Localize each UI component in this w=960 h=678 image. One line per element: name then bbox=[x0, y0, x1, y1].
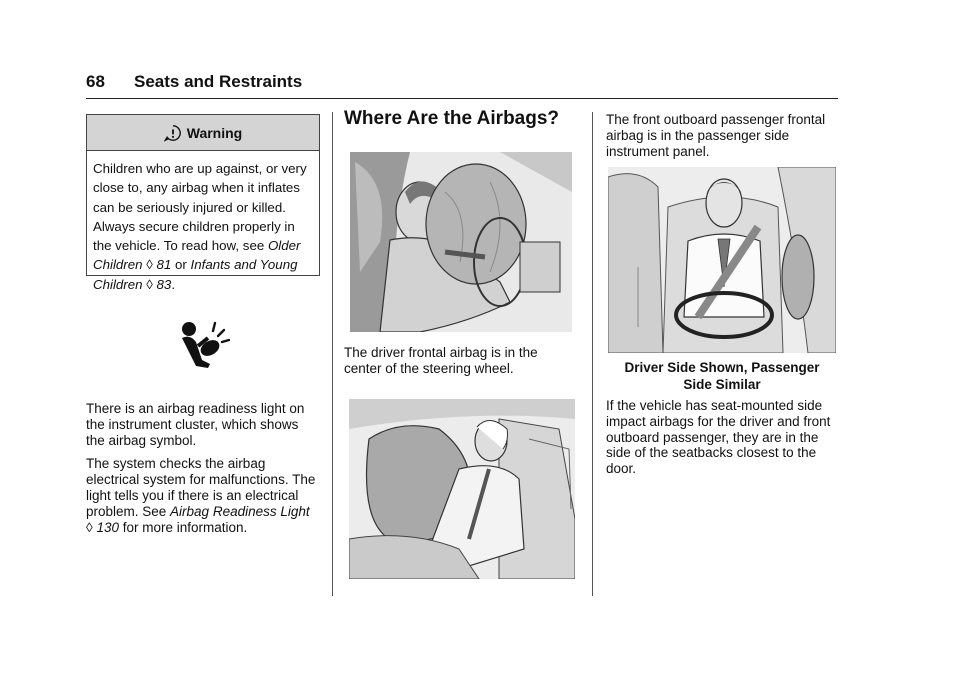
figure-caption-line2: Side Similar bbox=[683, 377, 761, 392]
warning-end: . bbox=[171, 276, 176, 292]
warning-link-infants[interactable]: Infants and Young Children bbox=[93, 257, 298, 292]
driver-airbag-caption: The driver frontal airbag is in the center of the steering wheel. bbox=[344, 345, 538, 376]
page-ref-icon: ◊ bbox=[86, 519, 93, 535]
system-check-text: The system checks the airbag electrical system for malfunctions. The light tells you if there is an electrical problem. See bbox=[86, 456, 316, 519]
warning-or: or bbox=[171, 257, 191, 273]
warning-link-older-children[interactable]: Older Children bbox=[93, 238, 301, 273]
section-title: Seats and Restraints bbox=[134, 72, 303, 91]
column-divider-right bbox=[592, 112, 593, 596]
airbags-heading: Where Are the Airbags? bbox=[344, 108, 560, 129]
right-column-intro bbox=[606, 112, 838, 167]
passenger-airbag-intro: The front outboard passenger frontal airbag is in the passenger side instrument panel. bbox=[606, 112, 826, 159]
page-ref-icon: ◊ bbox=[146, 276, 153, 292]
warning-link1-page[interactable]: 81 bbox=[156, 257, 172, 273]
driver-airbag-illustration bbox=[350, 152, 572, 332]
airbag-readiness-page[interactable]: 130 bbox=[96, 519, 119, 535]
warning-link2-page[interactable]: 83 bbox=[156, 276, 172, 292]
warning-box bbox=[86, 114, 320, 292]
column-divider-left bbox=[332, 112, 333, 596]
page-header bbox=[86, 72, 838, 99]
page-number: 68 bbox=[86, 72, 105, 91]
warning-body-text: Children who are up against, or very close to, any airbag when it inflates can be seriously injured or killed. Always secure children properly in the vehicle. To read how, see bbox=[93, 161, 307, 254]
warning-text bbox=[87, 151, 319, 294]
page-ref-icon: ◊ bbox=[146, 257, 153, 273]
left-column-text bbox=[86, 401, 316, 543]
warning-icon bbox=[164, 124, 182, 142]
figure-caption-line1: Driver Side Shown, Passenger bbox=[624, 360, 820, 375]
system-check-paragraph bbox=[86, 456, 316, 535]
right-column-text bbox=[606, 398, 838, 485]
readiness-light-paragraph: There is an airbag readiness light on the instrument cluster, which shows the airbag symbol. bbox=[86, 401, 305, 448]
driver-seated-illustration bbox=[608, 167, 836, 353]
warning-header bbox=[87, 115, 319, 151]
warning-title: Warning bbox=[186, 124, 243, 141]
passenger-airbag-illustration bbox=[349, 399, 575, 579]
airbag-readiness-icon bbox=[178, 320, 230, 370]
side-impact-paragraph: If the vehicle has seat-mounted side impact airbags for the driver and front outboard passenger, they are in the side of the seatbacks closest to the door. bbox=[606, 398, 831, 477]
airbag-readiness-link[interactable]: Airbag Readiness Light bbox=[170, 503, 310, 519]
system-check-end: for more information. bbox=[118, 519, 248, 535]
figure-caption bbox=[606, 359, 838, 393]
driver-airbag-text bbox=[344, 345, 574, 385]
